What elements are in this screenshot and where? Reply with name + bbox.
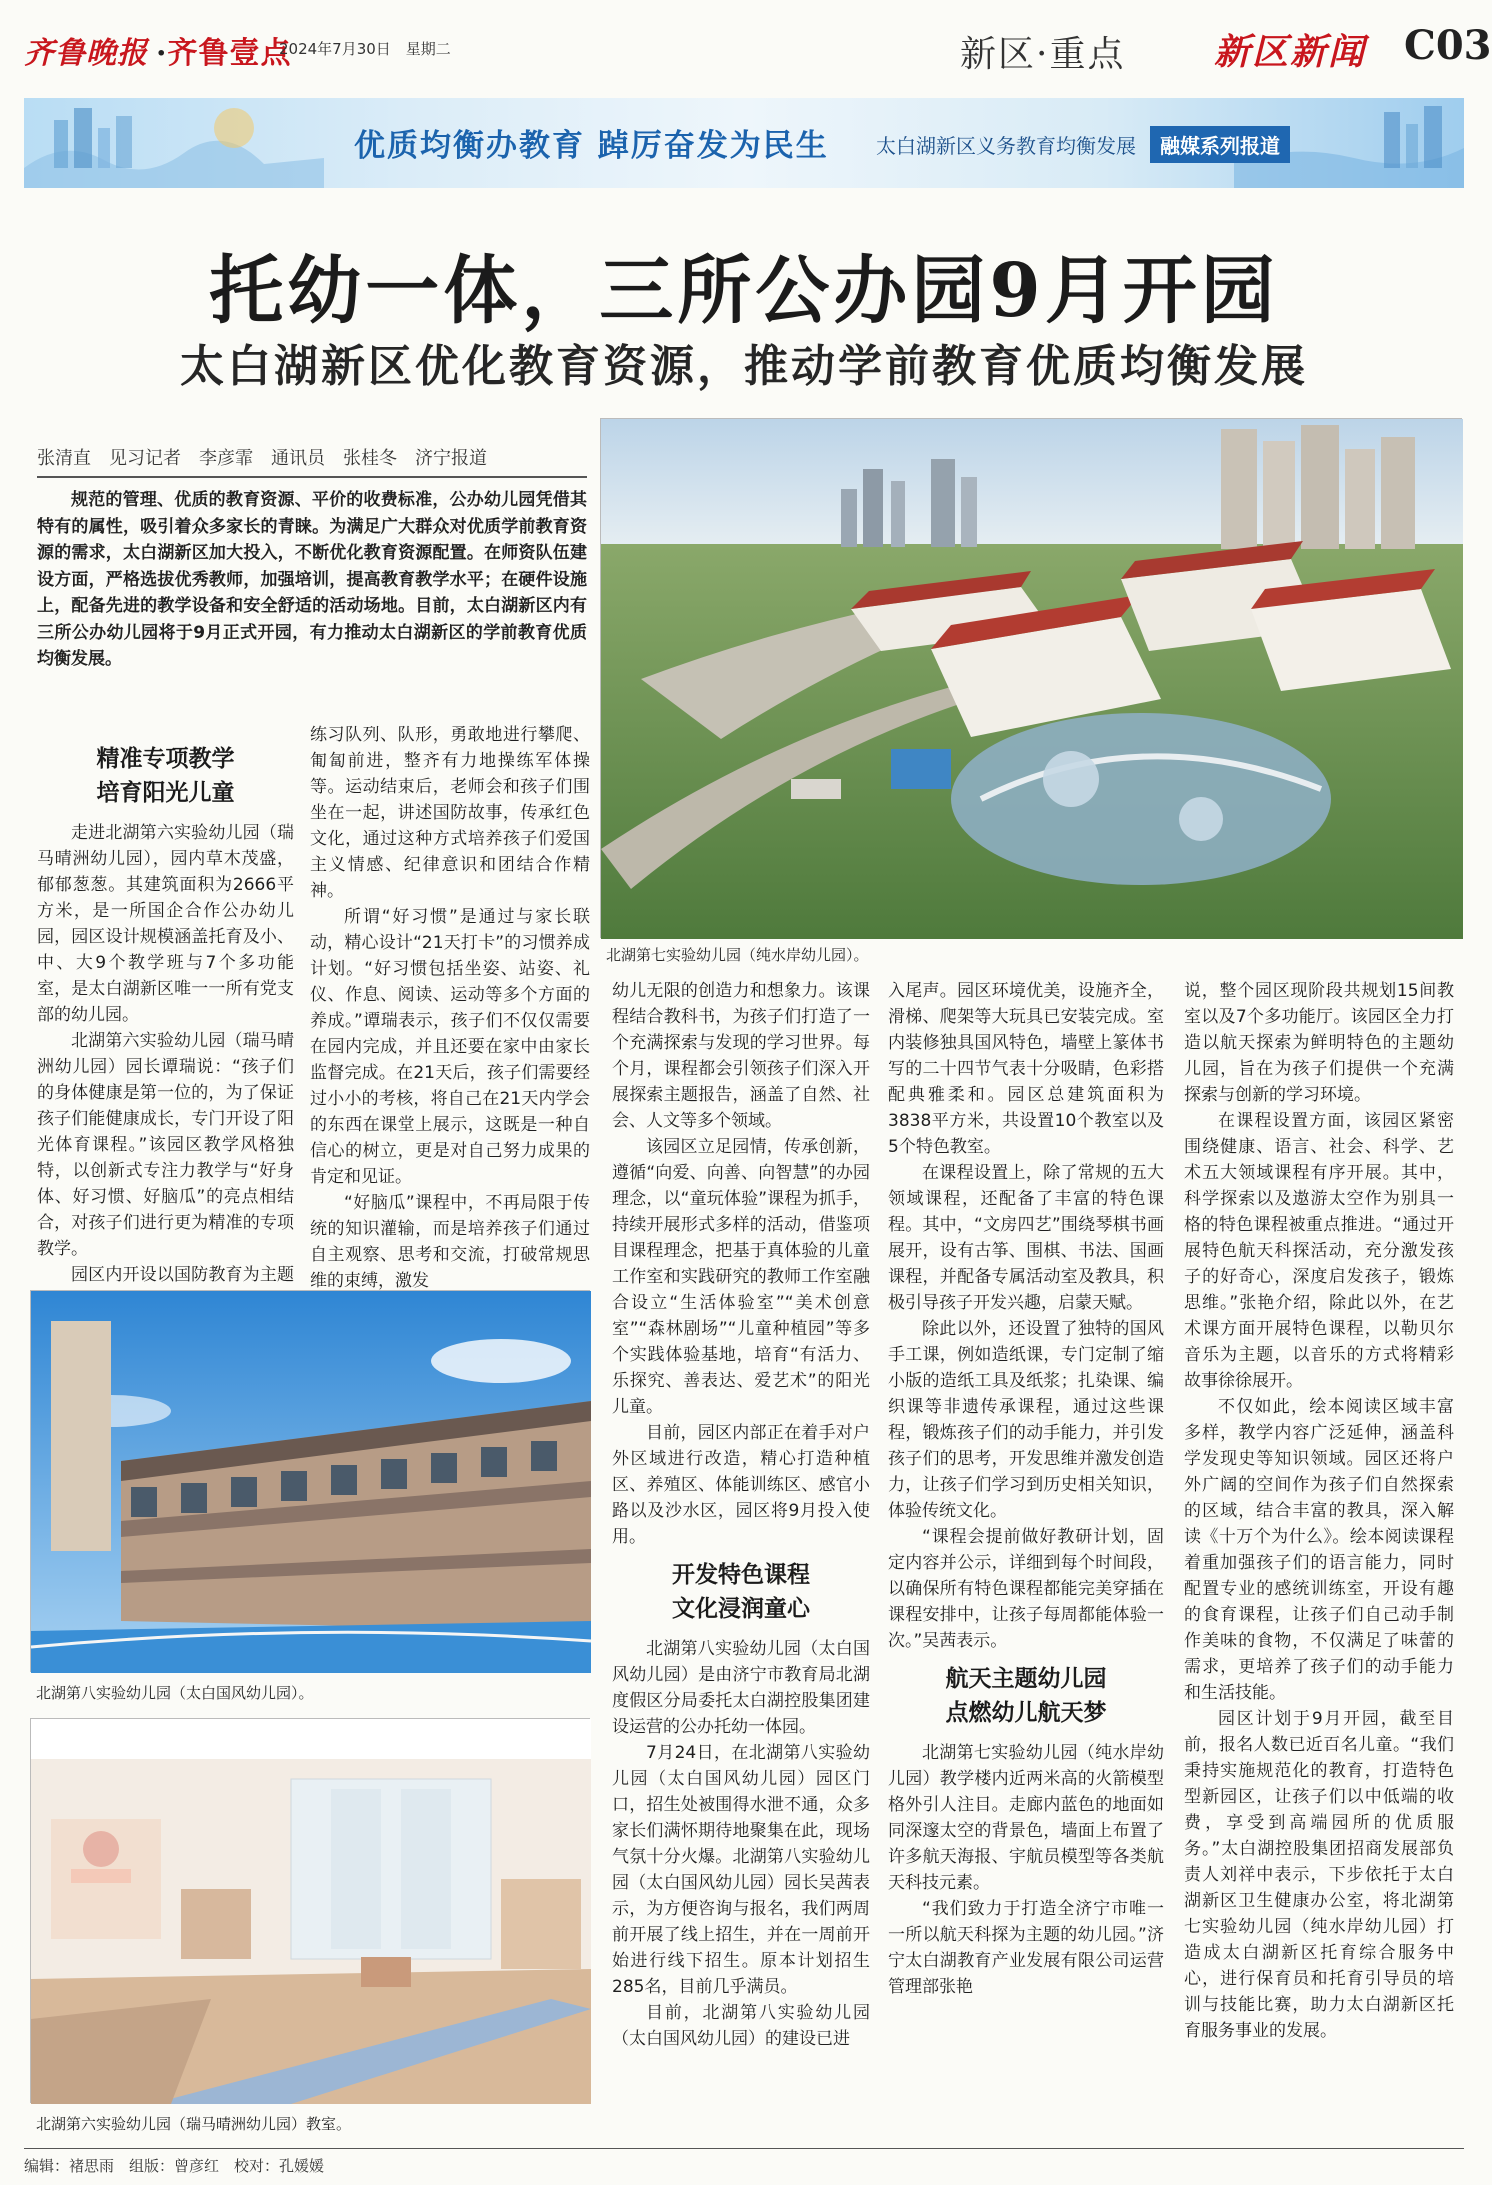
paragraph: 园区内开设以国防教育为主题: [71, 1265, 294, 1285]
paragraph: 目前，北湖第八实验幼儿园（太白国风幼儿园）的建设已进: [612, 2003, 870, 2049]
paragraph: 7月24日，在北湖第八实验幼儿园（太白国风幼儿园）园区门口，招生处被围得水泄不通，众多家长们满怀期待地聚集在此，现场气氛十分火爆。北湖第八实验幼儿园（太白国风幼儿园）园长吴茜表示，为方便咨询与报名，我们两周前开展了线上招生，并在一周前开始进行线下招生。原本计划招生285名，目前几乎满员。: [612, 1743, 870, 1997]
divider: [37, 476, 587, 478]
section-heading-3: [888, 1662, 1164, 1730]
aerial-kindergarten-image: [601, 419, 1463, 939]
classroom-photo-caption: 北湖第六实验幼儿园（瑞马晴洲幼儿园）教室。: [36, 2115, 352, 2133]
article-column-2: [310, 722, 590, 1291]
paragraph: “好脑瓜”课程中，不再局限于传统的知识灌输，而是培养孩子们通过自主观察、思考和交流，打破常规思维的束缚，激发: [310, 1193, 590, 1291]
article-column-3: [612, 978, 870, 2143]
brand-app-name: 齐鲁壹点: [167, 36, 292, 71]
paragraph: 该园区立足园情，传承创新，遵循“向爱、向善、向智慧”的办园理念，以“童玩体验”课程为抓手，持续开展形式多样的活动，借鉴项目课程理念，把基于真体验的儿童工作室和实践研究的教师工作室融合设立“生活体验室”“美术创意室”“森林剧场”“儿童种植园”等多个实践体验基地，培育“有活力、乐探究、善表达、爱艺术”的阳光儿童。: [612, 1137, 870, 1417]
paragraph: 所谓“好习惯”是通过与家长联动，精心设计“21天打卡”的习惯养成计划。“好习惯包括坐姿、站姿、礼仪、作息、阅读、运动等多个方面的养成。”谭瑞表示，孩子们不仅仅需要在园内完成，并且还要在家中由家长监督完成。在21天后，孩子们需要经过小小的考核，将自己在21天内学会的东西在课堂上展示，这既是一种自信心的树立，更是对自己努力成果的肯定和见证。: [310, 907, 590, 1187]
paragraph: 说，整个园区现阶段共规划15间教室以及7个多功能厅。该园区全力打造以航天探索为鲜明特色的主题幼儿园，旨在为孩子们提供一个充满探索与创新的学习环境。: [1184, 981, 1454, 1105]
byline: 张清直 见习记者 李彦霏 通讯员 张桂冬 济宁报道: [37, 448, 487, 469]
section-heading-1-line-1: 精准专项教学: [96, 745, 235, 772]
issue-date: 2024年7月30日 星期二: [279, 40, 451, 58]
paragraph: 除此以外，还设置了独特的国风手工课，例如造纸课，专门定制了缩小版的造纸工具及纸浆；扎染课、编织课等非遗传承课程，通过这些课程，锻炼孩子们的动手能力，并引发孩子们的思考，开发思维并激发创造力，让孩子们学习到历史相关知识，体验传统文化。: [888, 1319, 1164, 1521]
masthead: [24, 20, 1492, 76]
paragraph: 北湖第八实验幼儿园（太白国风幼儿园）是由济宁市教育局北湖度假区分局委托太白湖控股集团建设运营的公办托幼一体园。: [612, 1639, 870, 1737]
paragraph: 北湖第七实验幼儿园（纯水岸幼儿园）教学楼内近两米高的火箭模型格外引人注目。走廊内蓝色的地面如同深邃太空的背景色，墙面上布置了许多航天海报、宇航员模型等各类航天科技元素。: [888, 1743, 1164, 1893]
paragraph: 不仅如此，绘本阅读区域丰富多样，教学内容广泛延伸，涵盖科学发现史等知识领域。园区还将户外广阔的空间作为孩子们自然探索的区域，结合丰富的教具，深入解读《十万个为什么》。绘本阅读课程着重加强孩子们的语言能力，同时配置专业的感统训练室，开设有趣的食育课程，让孩子们自己动手制作美味的食物，不仅满足了味蕾的需求，更培养了孩子们的动手能力和生活技能。: [1184, 1397, 1454, 1703]
building-photo: [30, 1290, 590, 1672]
subheadline: 太白湖新区优化教育资源，推动学前教育优质均衡发展: [180, 341, 1308, 392]
paragraph: 北湖第六实验幼儿园（瑞马晴洲幼儿园）园长谭瑞说：“孩子们的身体健康是第一位的，为了保证孩子们能健康成长，专门开设了阳光体育课程。”该园区教学风格独特，以创新式专注力教学与“好身体、好习惯、好脑瓜”的亮点相结合，对孩子们进行更为精准的专项教学。: [37, 1031, 294, 1259]
article-column-1: [37, 734, 294, 1285]
page-number: C03: [1404, 22, 1492, 69]
section-heading-1: [37, 742, 294, 810]
section-heading-1-line-2: 培育阳光儿童: [96, 779, 235, 806]
paragraph: 在课程设置方面，该园区紧密围绕健康、语言、社会、科学、艺术五大领域课程有序开展。其中，科学探索以及遨游太空作为别具一格的特色课程被重点推进。“通过开展特色航天科探活动，充分激发孩子的好奇心，深度启发孩子，锻炼思维。”张艳介绍，除此以外，在艺术课方面开展特色课程，以勒贝尔音乐为主题，以音乐的方式将精彩故事徐徐展开。: [1184, 1111, 1454, 1391]
paragraph: 园区计划于9月开园，截至目前，报名人数已近百名儿童。“我们秉持实施规范化的教育，打造特色型新园区，让孩子们以中低端的收费，享受到高端园所的优质服务。”太白湖控股集团招商发展部负责人刘祥中表示，下步依托于太白湖新区卫生健康办公室，将北湖第七实验幼儿园（纯水岸幼儿园）打造成太白湖新区托育综合服务中心，进行保育员和托育引导员的培训与技能比赛，助力太白湖新区托育服务事业的发展。: [1184, 1709, 1454, 2041]
section-heading-2: [612, 1558, 870, 1626]
paragraph: 走进北湖第六实验幼儿园（瑞马晴洲幼儿园），园内草木茂盛，郁郁葱葱。其建筑面积为2666平方米，是一所国企合作公办幼儿园，园区设计规模涵盖托育及小、中、大9个教学班与7个多功能室，是太白湖新区唯一一所有党支部的幼儿园。: [37, 823, 294, 1025]
building-photo-caption: 北湖第八实验幼儿园（太白国风幼儿园）。: [36, 1684, 314, 1702]
article-column-5: [1184, 978, 1454, 2143]
paragraph: 入尾声。园区环境优美，设施齐全，滑梯、爬架等大玩具已安装完成。室内装修独具国风特色，墙壁上篆体书写的二十四节气表十分吸睛，色彩搭配典雅柔和。园区总建筑面积为3838平方米，共设置10个教室以及5个特色教室。: [888, 981, 1164, 1157]
lead-paragraph: 规范的管理、优质的教育资源、平价的收费标准，公办幼儿园凭借其特有的属性，吸引着众多家长的青睐。为满足广大群众对优质学前教育资源的需求，太白湖新区加大投入，不断优化教育资源配置。在师资队伍建设方面，严格选拔优秀教师，加强培训，提高教育教学水平；在硬件设施上，配备先进的教学设备和安全舒适的活动场地。目前，太白湖新区内有三所公办幼儿园将于9月正式开园，有力推动太白湖新区的学前教育优质均衡发展。: [37, 490, 587, 669]
banner-series-title: 太白湖新区义务教育均衡发展: [876, 134, 1136, 158]
classroom-photo: [30, 1718, 590, 2103]
divider: [24, 2148, 1464, 2149]
banner-tag: 融媒系列报道: [1150, 126, 1290, 163]
kindergarten-building-image: [31, 1291, 591, 1673]
paragraph: 幼儿无限的创造力和想象力。该课程结合教科书，为孩子们打造了一个充满探索与发现的学习世界。每个月，课程都会引领孩子们深入开展探索主题报告，涵盖了自然、社会、人文等多个领域。: [612, 981, 870, 1131]
section-heading-3-line-1: 航天主题幼儿园: [945, 1665, 1107, 1692]
paragraph: 练习队列、队形，勇敢地进行攀爬、匍匐前进，整齐有力地操练军体操等。运动结束后，老师会和孩子们围坐在一起，讲述国防故事，传承红色文化，通过这种方式培养孩子们爱国主义情感、纪律意识和团结合作精神。: [310, 725, 590, 901]
section-name: 新区·重点: [960, 34, 1126, 75]
newspaper-brand: 齐鲁晚报 ·齐鲁壹点: [24, 36, 292, 71]
section-heading-2-line-1: 开发特色课程: [672, 1561, 810, 1588]
aerial-photo-caption: 北湖第七实验幼儿园（纯水岸幼儿园）。: [606, 946, 869, 964]
banner-slogan: 优质均衡办教育 踔厉奋发为民生: [354, 128, 829, 164]
section-brand: 新区新闻: [1214, 31, 1367, 73]
paragraph: 目前，园区内部正在着手对户外区域进行改造，精心打造种植区、养殖区、体能训练区、感官小路以及沙水区，园区将9月投入使用。: [612, 1423, 870, 1547]
series-banner: [24, 98, 1464, 188]
article-column-4: [888, 978, 1164, 2143]
paragraph: 在课程设置上，除了常规的五大领域课程，还配备了丰富的特色课程。其中，“文房四艺”围绕琴棋书画展开，设有古筝、围棋、书法、国画课程，并配备专属活动室及教具，积极引导孩子开发兴趣，启蒙天赋。: [888, 1163, 1164, 1313]
section-heading-2-line-2: 文化浸润童心: [672, 1595, 810, 1622]
aerial-photo: [600, 418, 1462, 938]
section-heading-3-line-2: 点燃幼儿航天梦: [945, 1699, 1107, 1726]
banner-decoration-left: [24, 98, 324, 188]
brand-name: 齐鲁晚报: [24, 36, 148, 71]
editor-credits: 编辑：褚思雨 组版：曾彦红 校对：孔媛媛: [24, 2157, 325, 2175]
headline: 托幼一体，三所公办园9月开园: [209, 248, 1279, 334]
paragraph: “课程会提前做好教研计划，固定内容并公示，详细到每个时间段，以确保所有特色课程都能完美穿插在课程安排中，让孩子每周都能体验一次。”吴茜表示。: [888, 1527, 1164, 1651]
classroom-image: [31, 1719, 591, 2104]
paragraph: “我们致力于打造全济宁市唯一一所以航天科探为主题的幼儿园。”济宁太白湖教育产业发展有限公司运营管理部张艳: [888, 1899, 1164, 1997]
